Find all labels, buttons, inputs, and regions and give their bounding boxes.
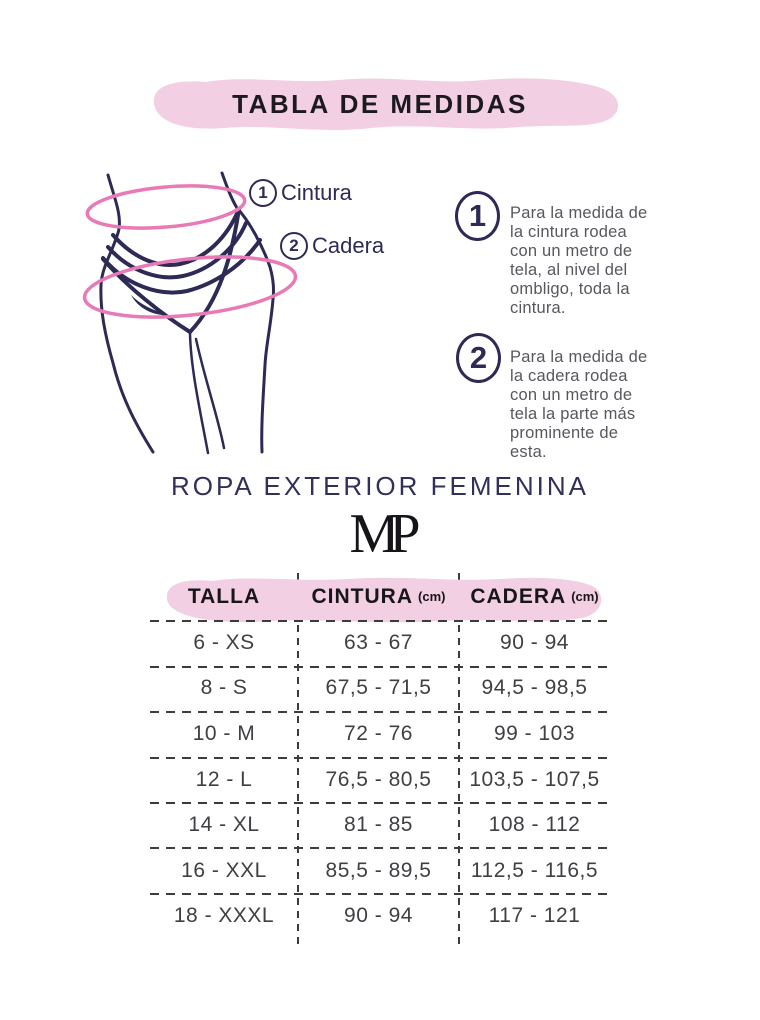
waist-callout <box>249 179 352 207</box>
hip-measure-tape <box>82 248 299 326</box>
table-row <box>150 620 610 666</box>
table-body <box>150 620 610 939</box>
cell-cintura: 72 - 76 <box>344 721 413 745</box>
instruction-2-badge: 2 <box>456 333 501 383</box>
instruction-line: la cadera rodea <box>510 367 628 385</box>
instruction-line: con un metro de <box>510 386 633 404</box>
title-banner <box>124 72 636 136</box>
cell-cintura: 63 - 67 <box>344 630 413 654</box>
cell-talla: 18 - XXXL <box>173 904 275 928</box>
header-talla: TALLA <box>187 584 261 608</box>
cell-talla: 10 - M <box>192 721 256 745</box>
waist-measure-tape <box>86 180 247 234</box>
table-row <box>150 893 610 939</box>
header-cadera: CADERA (cm) <box>470 584 599 608</box>
instruction-2-text <box>510 348 710 462</box>
table-row <box>150 802 610 848</box>
cell-cintura: 81 - 85 <box>344 813 413 837</box>
cell-cadera: 99 - 103 <box>493 721 576 745</box>
section-title: ROPA EXTERIOR FEMENINA <box>170 471 589 501</box>
cell-cadera: 112,5 - 116,5 <box>470 858 599 882</box>
page-title: TABLA DE MEDIDAS <box>232 88 528 119</box>
cell-cadera: 90 - 94 <box>500 630 569 654</box>
cell-talla: 14 - XL <box>188 813 260 837</box>
cell-cadera: 117 - 121 <box>488 904 581 928</box>
instruction-line: con un metro de <box>510 242 633 260</box>
body-measurement-illustration <box>75 165 310 460</box>
instruction-line: la cintura rodea <box>510 223 627 241</box>
cell-cadera: 94,5 - 98,5 <box>481 676 588 700</box>
unit-label: (cm) <box>418 589 446 604</box>
cell-talla: 12 - L <box>195 767 253 791</box>
hip-label: Cadera <box>312 233 385 258</box>
instruction-line: prominente de <box>510 424 619 442</box>
cell-cintura: 85,5 - 89,5 <box>325 858 432 882</box>
hip-number-badge: 2 <box>280 232 308 260</box>
cell-cintura: 90 - 94 <box>344 904 413 928</box>
cell-cintura: 76,5 - 80,5 <box>325 767 432 791</box>
hip-callout <box>280 232 384 260</box>
header-cintura: CINTURA (cm) <box>311 584 446 608</box>
brand-logo: MP <box>349 503 411 565</box>
table-row <box>150 711 610 757</box>
instruction-line: cintura. <box>510 299 566 317</box>
cell-talla: 16 - XXL <box>181 858 267 882</box>
instruction-line: ombligo, toda la <box>510 280 630 298</box>
instruction-line: esta. <box>510 443 547 461</box>
cell-cadera: 108 - 112 <box>488 813 581 837</box>
waist-label: Cintura <box>281 180 352 205</box>
cell-cadera: 103,5 - 107,5 <box>469 767 600 791</box>
table-header-row <box>150 573 610 620</box>
table-row <box>150 666 610 712</box>
instruction-line: tela, al nivel del <box>510 261 628 279</box>
waist-number-badge: 1 <box>249 179 277 207</box>
table-row <box>150 848 610 894</box>
cell-talla: 6 - XS <box>193 630 255 654</box>
cell-cintura: 67,5 - 71,5 <box>325 676 432 700</box>
instruction-line: Para la medida de <box>510 348 648 366</box>
cell-talla: 8 - S <box>200 676 248 700</box>
table-row <box>150 757 610 803</box>
unit-label: (cm) <box>571 589 599 604</box>
size-table <box>150 573 610 951</box>
instruction-line: tela la parte más <box>510 405 636 423</box>
instruction-1-badge: 1 <box>455 191 500 241</box>
instruction-1-text <box>510 204 710 318</box>
instruction-line: Para la medida de <box>510 204 648 222</box>
